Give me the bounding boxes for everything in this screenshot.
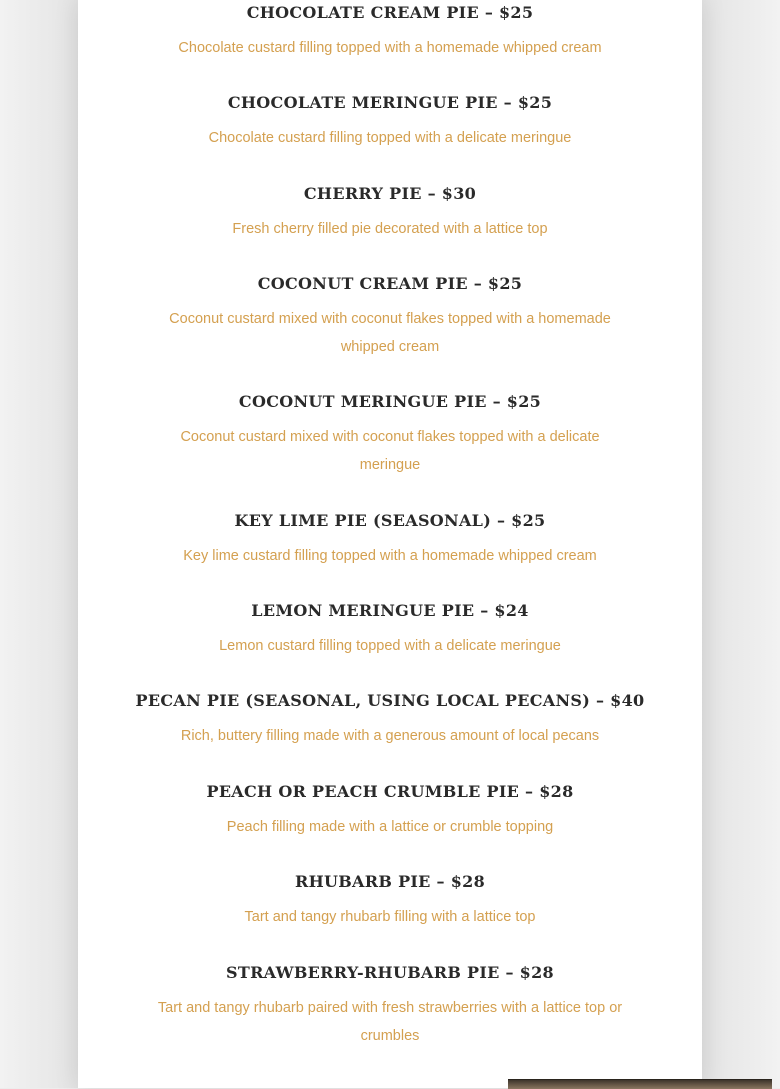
page-background-left xyxy=(0,0,78,1088)
menu-item-description: Coconut custard mixed with coconut flakes topped with a homemade whipped cream xyxy=(169,311,611,355)
menu-item-coconut-cream-pie xyxy=(78,271,702,361)
menu-item-key-lime-pie xyxy=(78,508,702,570)
menu-item-title: LEMON MERINGUE PIE – $24 xyxy=(251,601,529,620)
menu-item-title: PEACH OR PEACH CRUMBLE PIE – $28 xyxy=(206,782,574,801)
menu-item-title: COCONUT CREAM PIE – $25 xyxy=(257,274,523,293)
menu-item-description: Tart and tangy rhubarb filling with a lattice top xyxy=(244,909,536,925)
menu-item-description: Chocolate custard filling topped with a homemade whipped cream xyxy=(178,40,602,56)
menu-item-description: Coconut custard mixed with coconut flakes topped with a delicate meringue xyxy=(180,429,600,473)
menu-item-title: PECAN PIE (SEASONAL, USING LOCAL PECANS) – $40 xyxy=(135,691,645,710)
menu-item-description: Chocolate custard filling topped with a delicate meringue xyxy=(208,130,572,146)
page-background-right xyxy=(702,0,780,1088)
menu-item-description: Key lime custard filling topped with a homemade whipped cream xyxy=(183,548,597,564)
menu-item-peach-pie xyxy=(78,779,702,841)
menu-item-title: STRAWBERRY-RHUBARB PIE – $28 xyxy=(226,963,554,982)
menu-item-description: Peach filling made with a lattice or crumble topping xyxy=(226,819,554,835)
menu-item-pecan-pie xyxy=(78,688,702,750)
menu-item-coconut-meringue-pie xyxy=(78,389,702,479)
menu-item-chocolate-cream-pie xyxy=(78,0,702,62)
menu-item-title: CHOCOLATE CREAM PIE – $25 xyxy=(246,3,534,22)
menu-item-rhubarb-pie xyxy=(78,869,702,931)
menu-item-chocolate-meringue-pie xyxy=(78,90,702,152)
menu-item-cherry-pie xyxy=(78,181,702,243)
menu-item-title: RHUBARB PIE – $28 xyxy=(294,872,486,891)
menu-item-description: Fresh cherry filled pie decorated with a lattice top xyxy=(232,221,548,237)
pie-menu-panel xyxy=(78,0,702,1088)
menu-item-description: Lemon custard filling topped with a delicate meringue xyxy=(219,638,561,654)
menu-item-description: Rich, buttery filling made with a generous amount of local pecans xyxy=(180,728,600,744)
menu-item-title: CHOCOLATE MERINGUE PIE – $25 xyxy=(227,93,553,112)
menu-item-title: COCONUT MERINGUE PIE – $25 xyxy=(238,392,542,411)
menu-item-description: Tart and tangy rhubarb paired with fresh strawberries with a lattice top or crumbles xyxy=(157,1000,623,1044)
menu-item-strawberry-rhubarb-pie xyxy=(78,960,702,1050)
menu-item-lemon-meringue-pie xyxy=(78,598,702,660)
menu-item-title: CHERRY PIE – $30 xyxy=(303,184,477,203)
menu-item-title: KEY LIME PIE (SEASONAL) – $25 xyxy=(234,511,546,530)
